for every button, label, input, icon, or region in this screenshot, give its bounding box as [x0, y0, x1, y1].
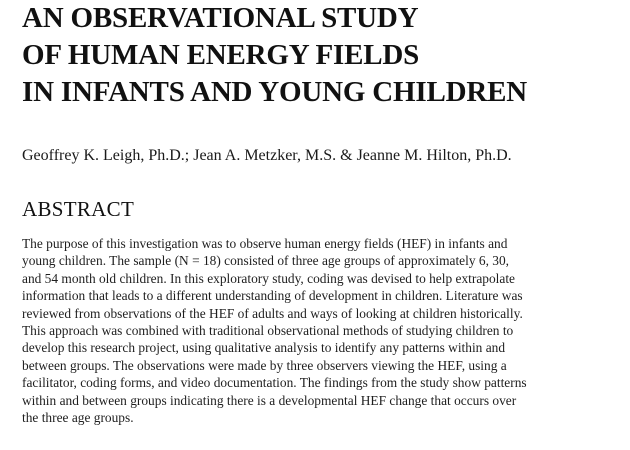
abstract-heading: ABSTRACT: [22, 197, 135, 221]
abstract-line: information that leads to a different understanding of development in children. Literature was: [22, 288, 523, 304]
title-line: IN INFANTS AND YOUNG CHILDREN: [22, 76, 527, 108]
abstract-line: develop this research project, using qualitative analysis to identify any patterns within and: [22, 340, 506, 356]
abstract-line: young children. The sample (N = 18) consisted of three age groups of approximately 6, 30,: [22, 253, 510, 269]
title-line: AN OBSERVATIONAL STUDY: [22, 2, 419, 34]
abstract-line: between groups. The observations were made by three observers viewing the HEF, using a: [22, 357, 507, 373]
abstract-body: [22, 235, 612, 426]
paper-title: [22, 0, 622, 111]
abstract-line: within and between groups indicating there is a developmental HEF change that occurs over: [22, 392, 517, 408]
abstract-line: and 54 month old children. In this exploratory study, coding was devised to help extrapolate: [22, 270, 515, 286]
abstract-line: reviewed from observations of the HEF of adults and ways of looking at children historically.: [22, 305, 523, 321]
title-line: OF HUMAN ENERGY FIELDS: [22, 39, 420, 71]
abstract-line: This approach was combined with traditional observational methods of studying children to: [22, 323, 514, 339]
abstract-line: facilitator, coding forms, and video documentation. The findings from the study show patterns: [22, 375, 527, 391]
abstract-line: The purpose of this investigation was to observe human energy fields (HEF) in infants and: [22, 236, 508, 251]
abstract-line: the three age groups.: [22, 410, 134, 426]
author-list: Geoffrey K. Leigh, Ph.D.; Jean A. Metzker, M.S. & Jeanne M. Hilton, Ph.D.: [22, 147, 512, 164]
